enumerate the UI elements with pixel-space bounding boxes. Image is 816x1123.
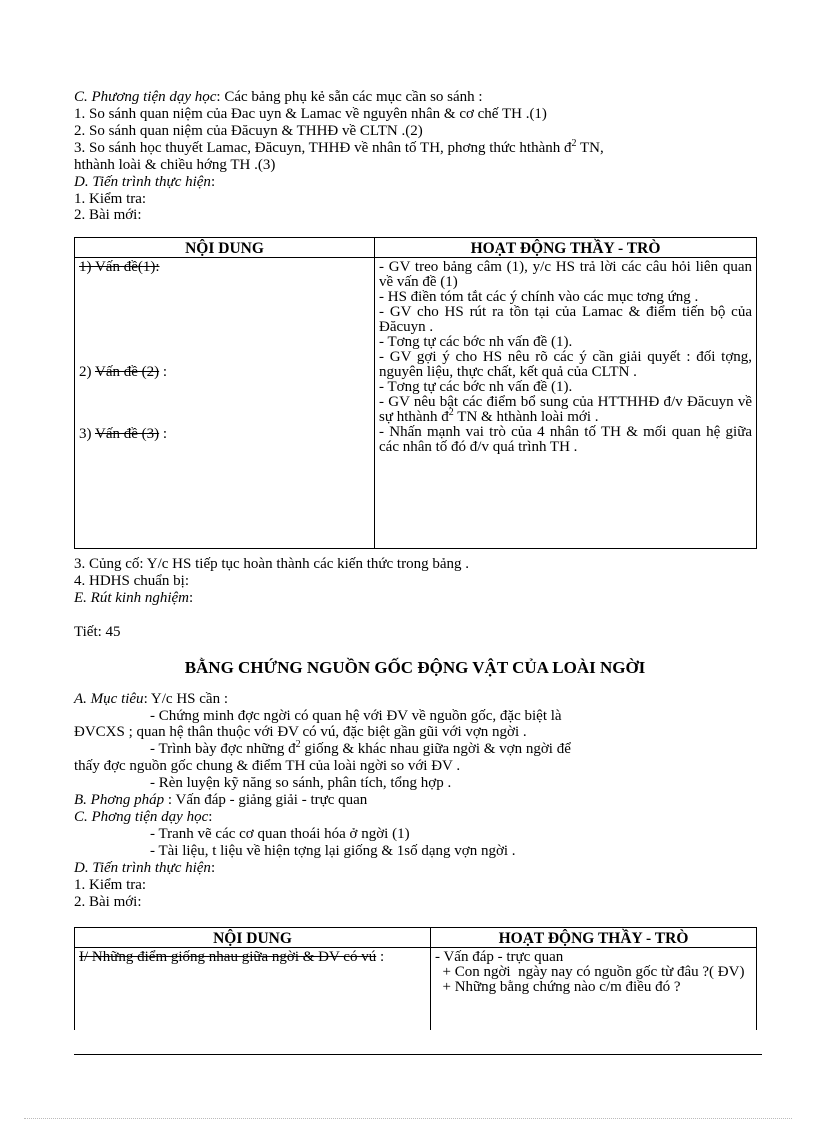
section-1-title bbox=[79, 950, 426, 965]
compare-item-3a bbox=[74, 140, 604, 156]
compare-item-1: 1. So sánh quan niệm của Đac uyn & Lamac về nguyên nhân & cơ chế TH .(1) bbox=[74, 106, 547, 122]
compare-item-3a-end: TN, bbox=[576, 140, 604, 156]
issue-2 bbox=[79, 365, 370, 380]
activity-text: - GV nêu bật các điểm bổ sung của HTTHHĐ đ/v Đăcuyn về sự hthành đ bbox=[379, 394, 752, 425]
section-e-heading: E. Rút kinh nghiệm bbox=[74, 590, 189, 606]
section-b-line bbox=[74, 792, 367, 808]
prepare-item: 4. HDHS chuẩn bị: bbox=[74, 573, 189, 589]
section-d-heading: D. Tiến trình thực hiện bbox=[74, 174, 211, 190]
lesson-table-1 bbox=[74, 237, 757, 549]
issue-3 bbox=[79, 427, 370, 442]
compare-item-3a-text: 3. So sánh học thuyết Lamac, Đăcuyn, THHĐ về nhân tố TH, phơng thức hthành đ bbox=[74, 140, 572, 156]
section-c2-line bbox=[74, 809, 212, 825]
activity-line: + Những bằng chứng nào c/m điều đó ? bbox=[435, 979, 681, 995]
objective-1b: ĐVCXS ; quan hệ thân thuộc với ĐV có vú, đặc biệt gần gũi với vợn ngời . bbox=[74, 724, 527, 740]
section-d-line bbox=[74, 174, 215, 190]
superscript: 2 bbox=[571, 138, 577, 149]
section-e-colon: : bbox=[188, 590, 194, 606]
section-c-heading: C. Phương tiện dạy học bbox=[74, 89, 217, 105]
lesson-table-2 bbox=[74, 927, 757, 1030]
section-d2-heading: D. Tiến trình thực hiện bbox=[74, 860, 211, 876]
activity-line: - Vấn đáp - trực quan bbox=[435, 949, 564, 965]
check-item: 1. Kiểm tra: bbox=[74, 191, 147, 207]
table-row bbox=[75, 948, 757, 1031]
header-content: NỘI DUNG bbox=[75, 928, 431, 948]
new-lesson-item-2: 2. Bài mới: bbox=[74, 894, 142, 910]
objective-2a bbox=[150, 741, 571, 757]
activity-line: - GV treo bảng câm (1), y/c HS trả lời các câu hỏi liên quan về vấn đề (1) bbox=[379, 259, 752, 290]
table-row bbox=[75, 258, 757, 549]
page-footer-rule bbox=[74, 1054, 762, 1055]
new-lesson-item: 2. Bài mới: bbox=[74, 207, 142, 223]
issue-1-label: 1) Vấn đề(1): bbox=[79, 259, 160, 275]
activity-line bbox=[379, 395, 752, 425]
activity-line: + Con ngời ngày nay có nguồn gốc từ đâu ?( ĐV) bbox=[435, 964, 745, 980]
activity-line: - Tơng tự các bớc nh vấn đề (1). bbox=[379, 334, 573, 350]
activity-line: - Nhấn mạnh vai trò của 4 nhân tố TH & mối quan hệ giữa các nhân tố đó đ/v quá trình TH . bbox=[379, 424, 752, 455]
content-cell bbox=[75, 258, 375, 549]
content-cell bbox=[75, 948, 431, 1031]
header-activity: HOẠT ĐỘNG THẦY - TRÒ bbox=[431, 928, 757, 948]
activity-text: TN & hthành loài mới . bbox=[453, 409, 599, 425]
objective-2b: thấy đợc nguồn gốc chung & điểm TH của loài ngời so với ĐV . bbox=[74, 758, 461, 774]
activity-cell bbox=[431, 948, 757, 1031]
superscript: 2 bbox=[448, 407, 454, 418]
section-1-label: I/ Những điểm giống nhau giữa ngời & ĐV có vú bbox=[79, 949, 377, 965]
section-a-text: : Y/c HS cần : bbox=[143, 691, 228, 707]
issue-3-label: Vấn đề (3) bbox=[94, 426, 160, 442]
section-d2-colon: : bbox=[210, 860, 216, 876]
section-c2-heading: C. Phơng tiện dạy học bbox=[74, 809, 209, 825]
section-a-line bbox=[74, 691, 228, 707]
section-e-line bbox=[74, 590, 193, 606]
section-d-colon: : bbox=[210, 174, 216, 190]
material-1: - Tranh vẽ các cơ quan thoái hóa ở ngời (1) bbox=[150, 826, 410, 842]
activity-line: - GV gợi ý cho HS nêu rõ các ý cần giải quyết : đối tợng, nguyên liệu, thực chất, kết quả của CLTN . bbox=[379, 349, 752, 380]
section-b-text: : Vấn đáp - giảng giải - trực quan bbox=[164, 792, 368, 808]
header-activity: HOẠT ĐỘNG THẦY - TRÒ bbox=[375, 238, 757, 258]
issue-3-tail: : bbox=[159, 426, 168, 442]
activity-line: - GV cho HS rút ra tồn tại của Lamac & điểm tiến bộ của Đăcuyn . bbox=[379, 304, 752, 335]
lesson-number: Tiết: 45 bbox=[74, 624, 121, 640]
activity-cell bbox=[375, 258, 757, 549]
section-c-text: : Các bảng phụ kẻ sẵn các mục cần so sánh : bbox=[216, 89, 483, 105]
objective-1a: - Chứng minh đợc ngời có quan hệ với ĐV về nguồn gốc, đặc biệt là bbox=[150, 708, 562, 724]
check-item-2: 1. Kiểm tra: bbox=[74, 877, 147, 893]
table-header-row bbox=[75, 238, 757, 258]
lesson-title: BẰNG CHỨNG NGUỒN GỐC ĐỘNG VẬT CỦA LOÀI NGỜI bbox=[184, 658, 646, 677]
activity-line: - Tơng tự các bớc nh vấn đề (1). bbox=[379, 379, 573, 395]
table-header-row bbox=[75, 928, 757, 948]
consolidate-item: 3. Củng cố: Y/c HS tiếp tục hoàn thành các kiến thức trong bảng . bbox=[74, 556, 469, 572]
issue-2-num: 2) bbox=[79, 364, 95, 380]
activity-line: - HS điền tóm tắt các ý chính vào các mục tơng ứng . bbox=[379, 289, 699, 305]
objective-2a-end: giống & khác nhau giữa ngời & vợn ngời để bbox=[300, 741, 571, 757]
objective-2a-text: - Trình bày đợc những đ bbox=[150, 741, 296, 757]
section-c2-colon: : bbox=[208, 809, 213, 825]
compare-item-3b: hthành loài & chiều hớng TH .(3) bbox=[74, 157, 276, 173]
superscript: 2 bbox=[295, 739, 301, 750]
section-1-tail: : bbox=[376, 949, 385, 965]
section-a-heading: A. Mục tiêu bbox=[74, 691, 144, 707]
objective-3: - Rèn luyện kỹ năng so sánh, phân tích, tổng hợp . bbox=[150, 775, 452, 791]
page-bottom-edge bbox=[24, 1118, 792, 1119]
issue-3-num: 3) bbox=[79, 426, 95, 442]
issue-2-tail: : bbox=[159, 364, 168, 380]
section-b-heading: B. Phơng pháp bbox=[74, 792, 165, 808]
section-d2-line bbox=[74, 860, 215, 876]
issue-2-label: Vấn đề (2) bbox=[94, 364, 160, 380]
material-2: - Tài liệu, t liệu về hiện tợng lại giống & 1số dạng vợn ngời . bbox=[150, 843, 516, 859]
issue-1 bbox=[79, 260, 370, 275]
compare-item-2: 2. So sánh quan niệm của Đăcuyn & THHĐ về CLTN .(2) bbox=[74, 123, 423, 139]
header-content: NỘI DUNG bbox=[75, 238, 375, 258]
section-c-line bbox=[74, 89, 483, 105]
